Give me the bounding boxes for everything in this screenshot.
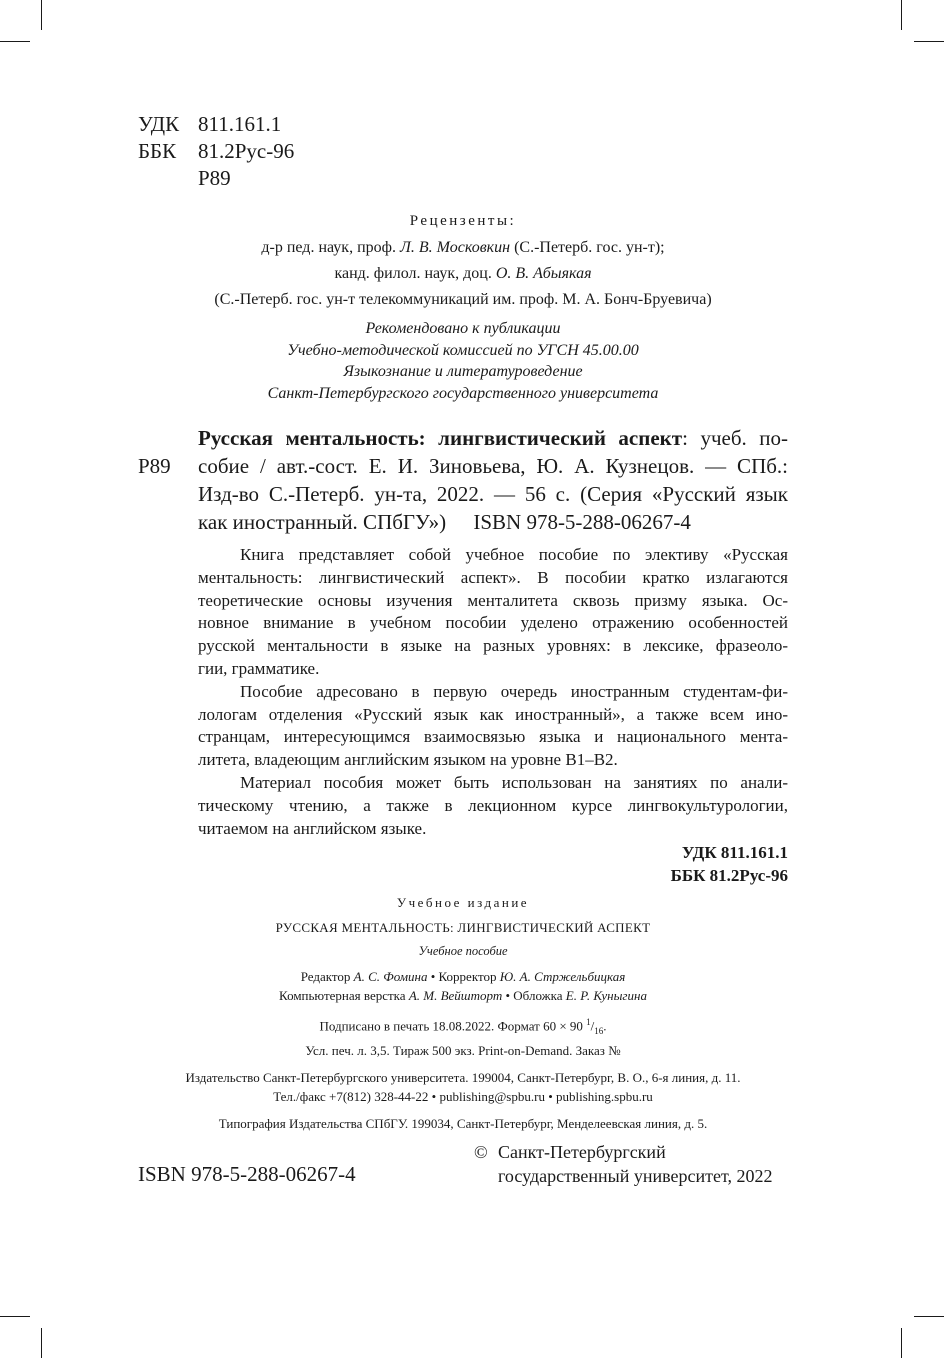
udk-value: 811.161.1 — [198, 112, 282, 136]
copyright-symbol: © — [474, 1142, 488, 1162]
reviewer-1-name: Л. В. Московкин — [400, 239, 511, 256]
recommendation-line: Рекомендовано к публикации — [365, 320, 561, 337]
crop-mark-bottom-right-vertical — [901, 1328, 902, 1358]
crop-mark-bottom-left-vertical — [41, 1328, 42, 1358]
recommendation-line: Языкознание и литературоведение — [343, 363, 583, 380]
crop-mark-top-left-horizontal — [0, 41, 30, 42]
abstract-bbk: ББК 81.2Рус-96 — [670, 866, 788, 886]
footer-isbn: ISBN 978-5-288-06267-4 — [138, 1162, 356, 1186]
imprint-title: РУССКАЯ МЕНТАЛЬНОСТЬ: ЛИНГВИСТИЧЕСКИЙ АСПЕКТ — [275, 920, 651, 935]
reviewer-2-name: О. В. Абыякая — [495, 265, 592, 282]
publisher-line: Издательство Санкт-Петербургского университета. 199004, Санкт-Петербург, В. О., 6-я линия, д. 11. — [185, 1069, 741, 1085]
crop-mark-top-left-vertical — [41, 0, 42, 30]
recommendation-block — [138, 318, 788, 404]
crop-mark-bottom-left-horizontal — [0, 1316, 30, 1317]
imprint — [138, 893, 788, 1133]
crop-mark-top-right-horizontal — [914, 41, 944, 42]
imprint-subtitle: Учебное пособие — [418, 944, 508, 958]
reviewers-heading: Рецензенты: — [409, 213, 517, 229]
abstract-udk: УДК 811.161.1 — [681, 843, 788, 863]
editor-line: Редактор А. С. Фомина • Корректор Ю. А. Стржельбицкая — [300, 969, 626, 984]
udk-label: УДК — [138, 112, 180, 136]
abstract-paragraph-3: Материал пособия может быть использован на занятиях по анали- тическому чтению, а также в лекционном курсе лингвокультурологии, читаемом на английском языке. — [198, 772, 788, 838]
bbk-label: ББК — [138, 139, 177, 163]
abstract — [198, 544, 788, 888]
signed-line: Подписано в печать 18.08.2022. Формат 60 × 90 $^1/_{16}$. — [319, 1017, 607, 1036]
abstract-paragraph-1: Книга представляет собой учебное пособие по элективу «Русская ментальность: лингвистический аспект». В пособии кратко излагаются теоретические основы изучения менталитета сквозь призму языка. Ос- новное внимание в учебном пособии уделено отражению особенностей русской ментальности в языке на разных уровнях: в лексике, фразеоло- гии, грамматике. — [198, 545, 788, 678]
classification-block — [138, 111, 294, 192]
abstract-paragraph-2: Пособие адресовано в первую очередь иностранным студентам-фи- лологам отделения «Русский язык как иностранный», а также всем ино- странцам, интересующимся взаимосвязью языка и национального мента- литета, владеющим английским языком на уровне B1–B2. — [198, 681, 788, 770]
crop-mark-top-right-vertical — [901, 0, 902, 30]
layout-line: Компьютерная верстка А. М. Вейшторт • Обложка Е. Р. Куныгина — [279, 988, 647, 1003]
crop-mark-bottom-right-horizontal — [914, 1316, 944, 1317]
bbk-value: 81.2Рус-96 — [198, 139, 295, 163]
reviewer-1: д-р пед. наук, проф. Л. В. Московкин (С.-Петерб. гос. ун-т); — [261, 239, 665, 256]
contacts-line: Тел./факс +7(812) 328-44-22 • publishing@spbu.ru • publishing.spbu.ru — [273, 1088, 653, 1104]
copyright-block — [498, 1140, 773, 1188]
recommendation-line: Санкт-Петербургского государственного университета — [267, 384, 659, 402]
copyright-line-1: Санкт-Петербургский — [498, 1142, 666, 1162]
edition-type: Учебное издание — [396, 895, 530, 910]
bibliography-mark: Р89 — [138, 454, 171, 478]
bibliography-isbn: ISBN 978-5-288-06267-4 — [473, 510, 691, 534]
printer-line: Типография Издательства СПбГУ. 199034, Санкт-Петербург, Менделеевская линия, д. 5. — [218, 1115, 708, 1131]
recommendation-line: Учебно-методической комиссией по УГСН 45.00.00 — [287, 341, 639, 359]
reviewer-2: канд. филол. наук, доц. О. В. Абыякая — [334, 265, 592, 282]
reviewers-block — [138, 208, 788, 313]
bibliography-entry: Русская ментальность: лингвистический аспект: учеб. по- собие / авт.-сост. Е. И. Зиновьева, Ю. А. Кузнецов. — СПб.: Изд-во С.-Петерб. ун-та, 2022. — 56 с. (Серия «Русский язык как иностранный. СПбГУ») ISBN 978-5-288-06267-4 — [198, 426, 788, 534]
copyright-line-2: государственный университет, 2022 — [498, 1166, 773, 1186]
print-info-line: Усл. печ. л. 3,5. Тираж 500 экз. Print-on-Demand. Заказ № — [305, 1042, 621, 1058]
reviewer-2-affiliation: (С.-Петерб. гос. ун-т телекоммуникаций им. проф. М. А. Бонч-Бруевича) — [214, 291, 712, 308]
book-title: Русская ментальность: лингвистический аспект — [198, 426, 683, 450]
author-mark: Р89 — [198, 166, 231, 190]
